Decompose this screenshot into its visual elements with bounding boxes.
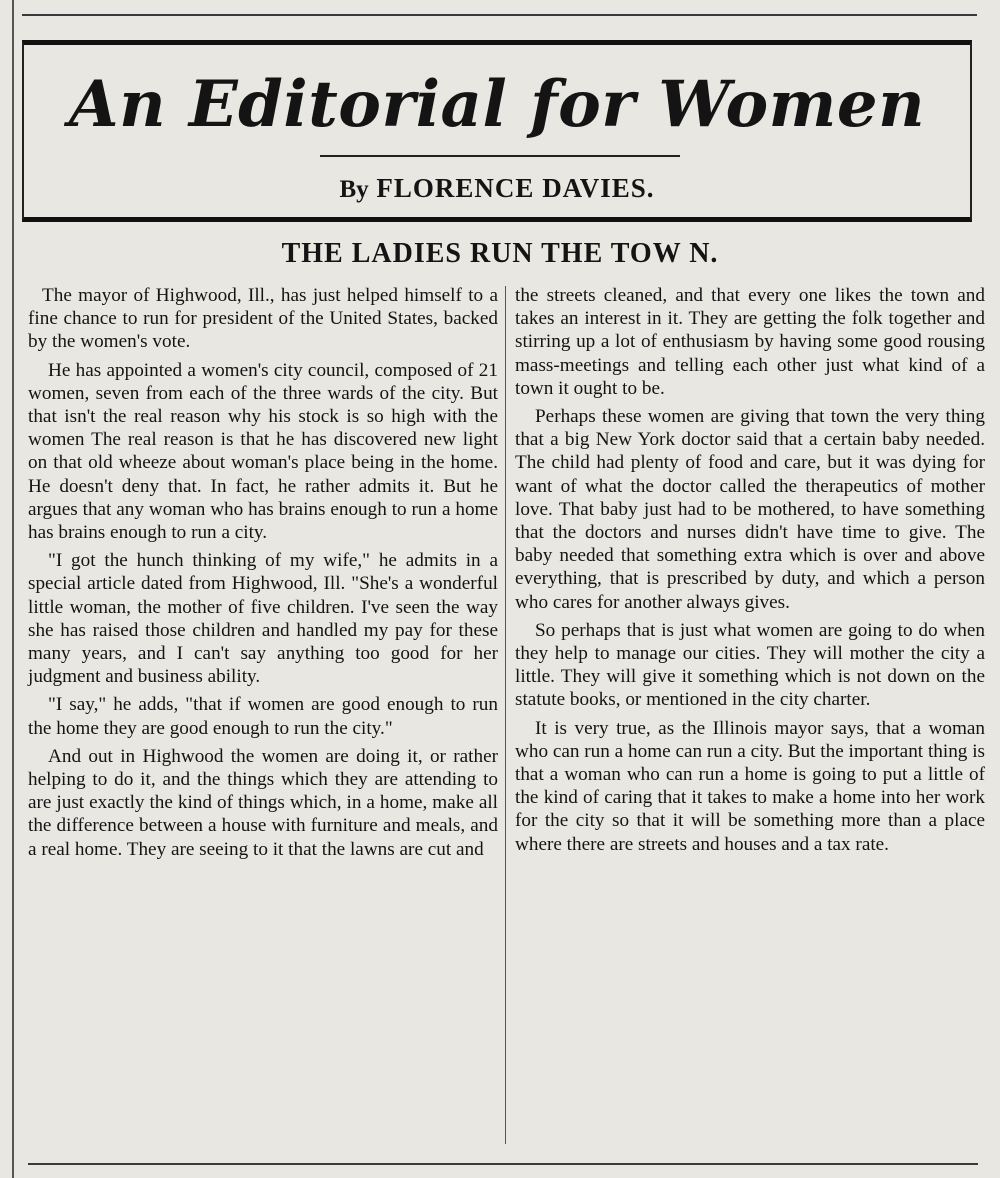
byline	[24, 171, 970, 207]
masthead-box	[22, 40, 972, 222]
byline-author: FLORENCE DAVIES.	[376, 173, 655, 203]
title-underline	[320, 155, 680, 157]
article-column-left	[28, 284, 498, 866]
left-edge-rule	[12, 0, 14, 1178]
column-divider	[505, 286, 506, 1144]
article-headline: THE LADIES RUN THE TOW N.	[281, 238, 719, 269]
paragraph: The mayor of Highwood, Ill., has just helped himself to a fine chance to run for president of the United States, backed by the women's vote.	[28, 285, 498, 353]
byline-by: By	[339, 176, 369, 203]
paragraph: "I say," he adds, "that if women are good enough to run the home they are good enough to run the city."	[28, 694, 498, 739]
editorial-title: An Editorial for Women	[68, 67, 926, 142]
top-rule	[22, 14, 977, 16]
paragraph: Perhaps these women are giving that town the very thing that a big New York doctor said that a certain baby needed. The child had plenty of food and care, but it was dying for want of what the doctor called the therapeutics of mother love. That baby just had to be mothered, to have something that the doctors and nurses didn't have time to give. The baby needed that something extra which is over and above everything, that is prescribed by duty, and which a person who cares for another always gives.	[515, 406, 985, 613]
paragraph: So perhaps that is just what women are going to do when they help to manage our cities. They will mother the city a little. They will give it something which is not down on the statute books, or mentioned in the city charter.	[515, 619, 985, 711]
paragraph: the streets cleaned, and that every one likes the town and takes an interest in it. They are getting the folk together and stirring up a lot of enthusiasm by having some good rousing mass-meetings and telling each other just what kind of a town it ought to be.	[515, 285, 985, 399]
bottom-rule	[28, 1163, 978, 1165]
paragraph: It is very true, as the Illinois mayor says, that a woman who can run a home can run a city. But the important thing is that a woman who can run a home is going to put a little of the kind of caring that it takes to make a home into her work for the city so that it will be something more than a place where there are streets and houses and a tax rate.	[515, 717, 985, 855]
paragraph: And out in Highwood the women are doing it, or rather helping to do it, and the things which they are attending to are just exactly the kind of things which, in a home, make all the difference between a house with furniture and meals, and a real home. They are seeing to it that the lawns are cut and	[28, 745, 498, 860]
article-column-right	[515, 284, 985, 861]
paragraph: He has appointed a women's city council, composed of 21 women, seven from each of the three wards of the city. But that isn't the real reason why his stock is so high with the women The real reason is that he has discovered new light on that old wheeze about woman's place being in the home. He doesn't deny that. In fact, he rather admits it. But he argues that any woman who has brains enough to run a home has brains enough to run a city.	[28, 359, 498, 544]
paragraph: "I got the hunch thinking of my wife," he admits in a special article dated from Highwood, Ill. "She's a wonderful little woman, the mother of five children. I've seen the way she has raised those children and handled my pay for these many years, and I can't say anything too good for her judgment and business ability.	[28, 550, 498, 688]
